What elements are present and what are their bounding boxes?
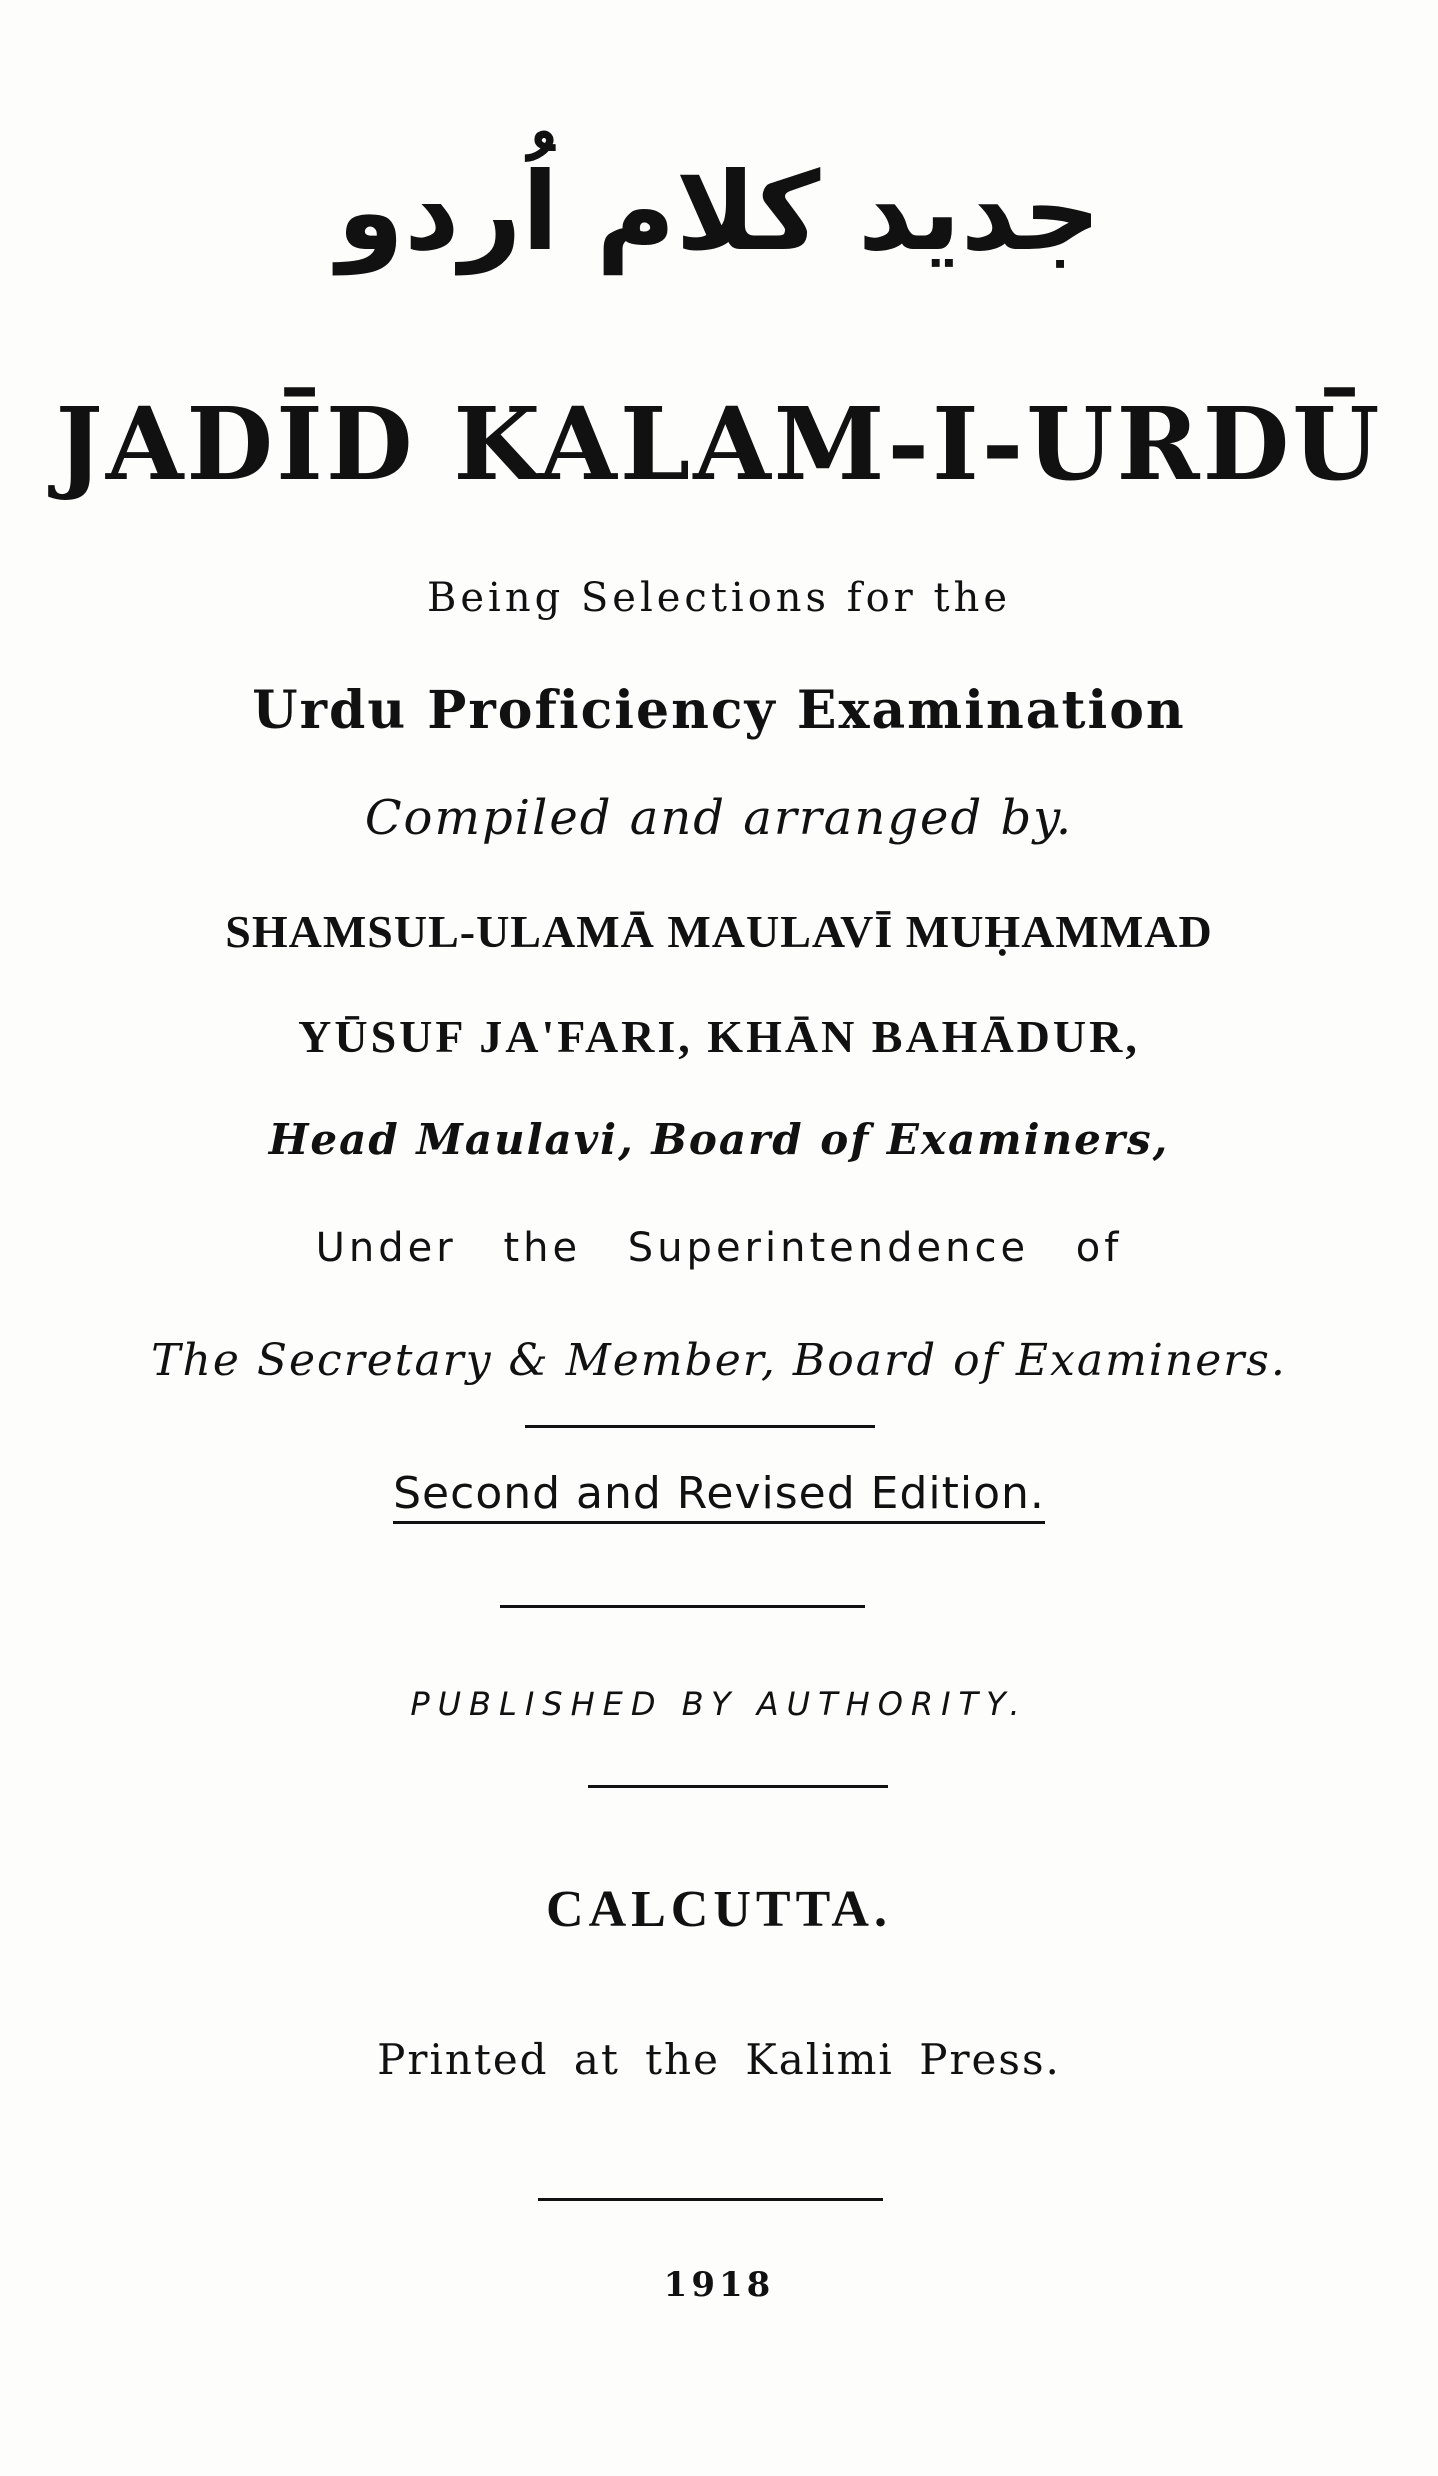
author-line-3: Head Maulavi, Board of Examiners,	[268, 1115, 1170, 1164]
edition-text: Second and Revised Edition.	[393, 1468, 1045, 1524]
printer-line: Printed at the Kalimi Press.	[377, 2035, 1061, 2084]
author-line-1: SHAMSUL-ULAMĀ MAULAVĪ MUḤAMMAD	[225, 906, 1213, 957]
divider-rule-3	[588, 1785, 888, 1788]
divider-rule-1	[525, 1425, 875, 1428]
book-title: JADĪD KALAM-I-URDŪ	[55, 385, 1383, 503]
city-line: CALCUTTA.	[546, 1881, 892, 1938]
divider-rule-4	[538, 2198, 883, 2201]
compiled-line: Compiled and arranged by.	[364, 790, 1074, 846]
superintendence-line: Under the Superintendence of	[315, 1225, 1123, 1271]
published-line: PUBLISHED BY AUTHORITY.	[410, 1685, 1028, 1723]
subtitle-line-2: Urdu Proficiency Examination	[252, 680, 1186, 741]
edition-line	[0, 1468, 1438, 1519]
secretary-line: The Secretary & Member, Board of Examiners.	[151, 1335, 1287, 1386]
author-line-2: YŪSUF JA'FARI, KHĀN BAHĀDUR,	[298, 1011, 1140, 1062]
divider-rule-2	[500, 1605, 865, 1608]
subtitle-line-1: Being Selections for the	[426, 575, 1012, 621]
urdu-title: جدید کلام اُردو	[336, 150, 1102, 275]
publication-year: 1918	[663, 2265, 775, 2305]
